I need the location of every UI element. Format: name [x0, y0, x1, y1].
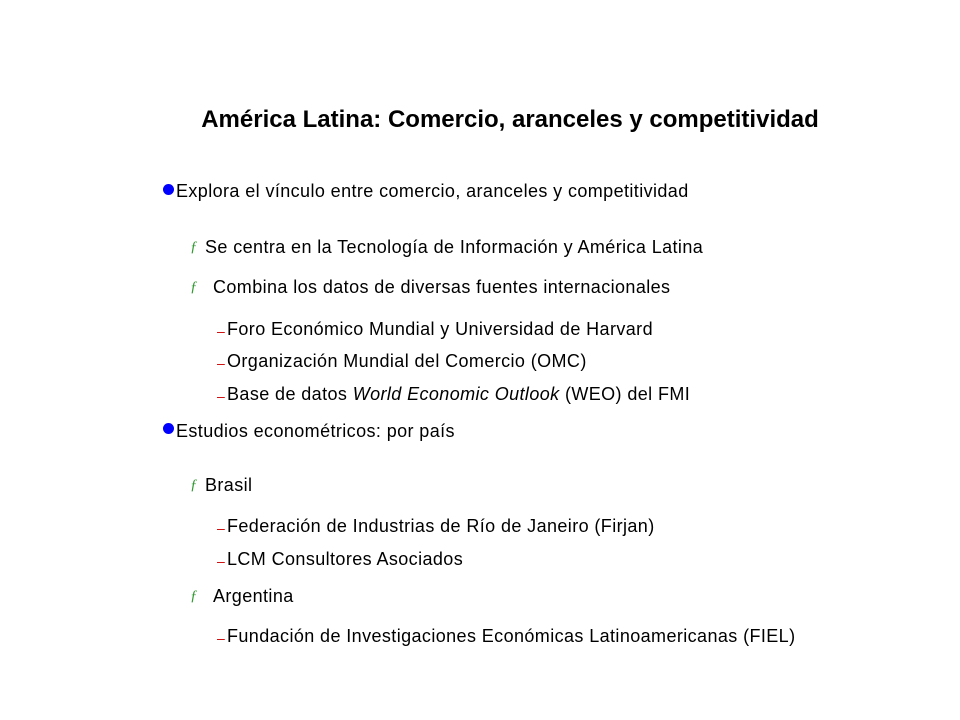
- bullet-dot-icon: [163, 423, 174, 434]
- florin-icon: ƒ: [190, 588, 198, 604]
- dash-icon: –: [217, 323, 225, 339]
- item-firjan: Federación de Industrias de Río de Janeiro (Firjan): [227, 516, 655, 536]
- dash-icon: –: [217, 388, 225, 404]
- bullet-estudios: Estudios econométricos: por país: [176, 421, 455, 441]
- item-lcm: LCM Consultores Asociados: [227, 549, 464, 569]
- dash-icon: –: [217, 355, 225, 371]
- item-weo-suffix: (WEO) del FMI: [559, 384, 691, 404]
- item-weo: [227, 383, 690, 405]
- florin-icon: ƒ: [190, 477, 198, 493]
- item-foro-economico: Foro Económico Mundial y Universidad de Harvard: [227, 319, 653, 339]
- dash-icon: –: [217, 553, 225, 569]
- florin-icon: ƒ: [190, 239, 198, 255]
- florin-icon: ƒ: [190, 279, 198, 295]
- item-fiel: Fundación de Investigaciones Económicas Latinoamericanas (FIEL): [227, 626, 796, 646]
- slide-title: América Latina: Comercio, aranceles y competitividad: [201, 106, 819, 133]
- dash-icon: –: [217, 630, 225, 646]
- bullet-explora: Explora el vínculo entre comercio, aranceles y competitividad: [176, 181, 689, 201]
- item-weo-italic: World Economic Outlook: [352, 384, 560, 404]
- item-omc: Organización Mundial del Comercio (OMC): [227, 351, 587, 371]
- subbullet-brasil: Brasil: [205, 475, 253, 495]
- subbullet-tecnologia: Se centra en la Tecnología de Información y América Latina: [205, 237, 704, 257]
- subbullet-combina: Combina los datos de diversas fuentes internacionales: [213, 277, 671, 297]
- dash-icon: –: [217, 520, 225, 536]
- item-weo-prefix: Base de datos: [227, 384, 353, 404]
- subbullet-argentina: Argentina: [213, 586, 294, 606]
- bullet-dot-icon: [163, 184, 174, 195]
